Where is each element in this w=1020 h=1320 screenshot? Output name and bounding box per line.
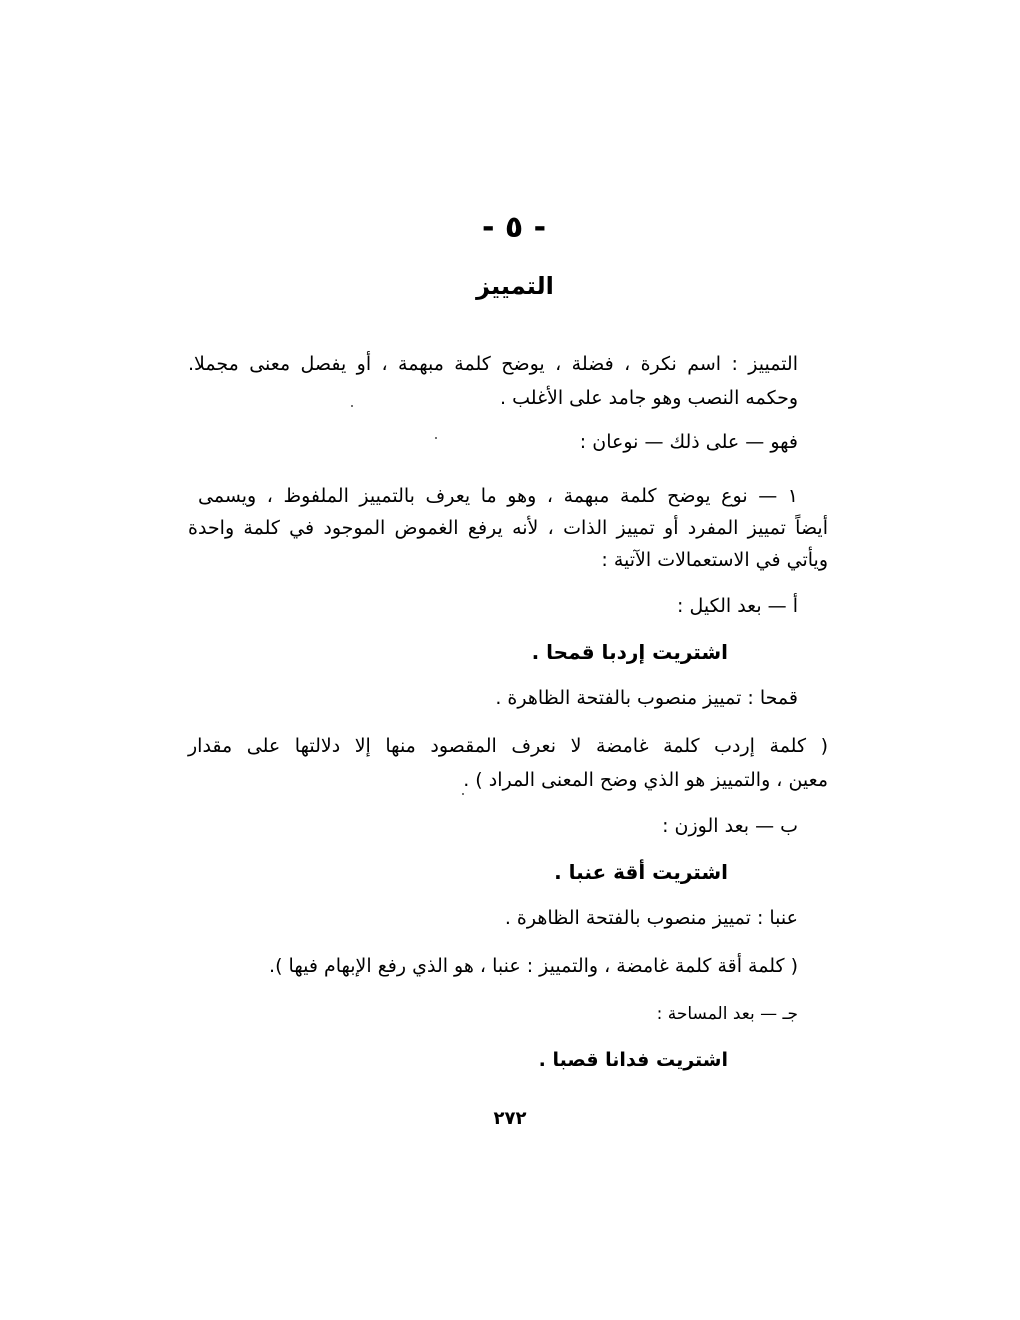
definition-line-2: وحكمه النصب وهو جامد على الأغلب . xyxy=(500,387,798,409)
scan-speck xyxy=(435,437,437,439)
section-c-example: اشتريت فدانا قصبا . xyxy=(538,1049,728,1071)
section-b-heading: ب — بعد الوزن : xyxy=(662,815,798,837)
type1-line-2: أيضاً تمييز المفرد أو تمييز الذات ، لأنه يرفع الغموض الموجود في كلمة واحدة xyxy=(188,517,828,539)
section-a-analysis: قمحا : تمييز منصوب بالفتحة الظاهرة . xyxy=(495,687,798,709)
section-a-note-line-1: ( كلمة إردب كلمة غامضة لا نعرف المقصود منها إلا دلالتها على مقدار xyxy=(188,735,828,757)
section-b-note: ( كلمة أقة كلمة غامضة ، والتمييز : عنبا ، هو الذي رفع الإبهام فيها ). xyxy=(269,955,798,977)
type1-line-3: ويأتي في الاستعمالات الآتية : xyxy=(601,549,828,571)
scan-speck xyxy=(351,405,353,407)
section-a-heading: أ — بعد الكيل : xyxy=(677,595,798,617)
types-intro: فهو — على ذلك — نوعان : xyxy=(579,431,798,453)
section-a-example: اشتريت إردبا قمحا . xyxy=(531,640,728,664)
section-b-analysis: عنبا : تمييز منصوب بالفتحة الظاهرة . xyxy=(504,907,798,929)
chapter-number: - ٥ - xyxy=(481,210,547,245)
type1-line-1: ١ — نوع يوضح كلمة مبهمة ، وهو ما يعرف بالتمييز الملفوظ ، ويسمى xyxy=(198,485,798,507)
section-b-example: اشتريت أقة عنبا . xyxy=(554,860,728,884)
chapter-title: التمييز xyxy=(476,272,554,300)
scan-speck xyxy=(462,793,464,795)
section-c-heading: جـ — بعد المساحة : xyxy=(656,1004,798,1024)
definition-line-1: التمييز : اسم نكرة ، فضلة ، يوضح كلمة مبهمة ، أو يفصل معنى مجملا. xyxy=(188,353,798,375)
section-a-note-line-2: معين ، والتمييز هو الذي وضح المعنى المراد ) . xyxy=(463,769,828,791)
page-number: ٢٧٢ xyxy=(493,1108,527,1129)
